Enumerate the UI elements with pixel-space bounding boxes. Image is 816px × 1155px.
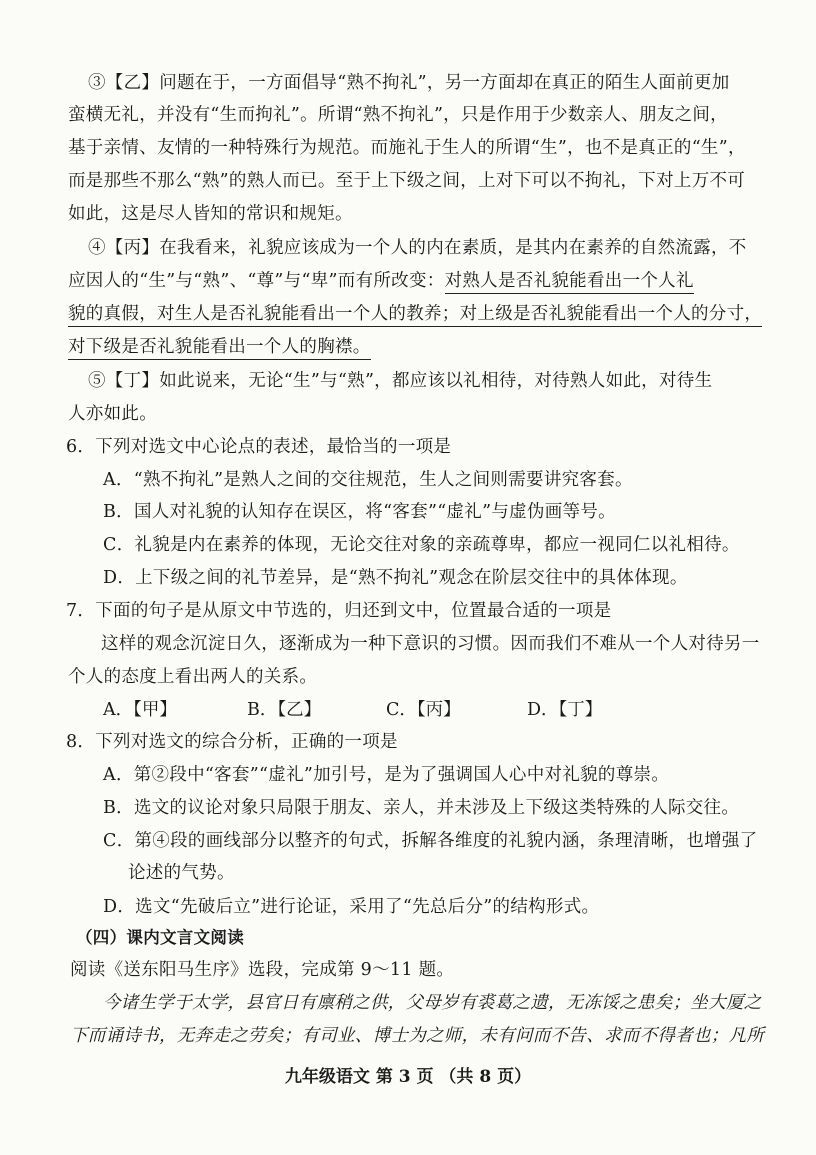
- para5-line-2: 人亦如此。: [68, 404, 157, 424]
- underlined-sentence-2: 貌的真假，对生人是否礼貌能看出一个人的教养；对上级是否礼貌能看出一个人的分寸，: [68, 304, 762, 327]
- q6-option-d[interactable]: D．上下级之间的礼节差异，是“熟不拘礼”观念在阶层交往中的具体体现。: [103, 568, 688, 588]
- q7-option-c[interactable]: C．【丙】: [386, 700, 461, 720]
- q7-quote-line-2: 个人的态度上看出两人的关系。: [68, 667, 318, 687]
- q6-option-a[interactable]: A．“熟不拘礼”是熟人之间的交往规范，生人之间则需要讲究客套。: [103, 470, 633, 490]
- q7-option-d[interactable]: D．【丁】: [527, 700, 603, 720]
- q7-quote-line-1: 这样的观念沉淀日久，逐渐成为一种下意识的习惯。因而我们不难从一个人对待另一: [101, 634, 760, 654]
- q6-option-c[interactable]: C．礼貌是内在素养的体现，无论交往对象的亲疏尊卑，都应一视同仁以礼相待。: [103, 535, 740, 555]
- section-instruction: 阅读《送东阳马生序》选段，完成第 9～11 题。: [70, 960, 455, 980]
- para5-line-1: ⑤【丁】如此说来，无论“生”与“熟”，都应该以礼相待，对待熟人如此，对待生: [88, 371, 713, 391]
- q6-stem: 6．下列对选文中心论点的表述，最恰当的一项是: [66, 437, 452, 457]
- para3-line-1: ③【乙】问题在于，一方面倡导“熟不拘礼”，另一方面却在真正的陌生人面前更加: [88, 73, 730, 93]
- classical-text-line-1: 今诸生学于太学，县官日有廪稍之供，父母岁有裘葛之遗，无冻馁之患矣；坐大厦之: [103, 993, 762, 1013]
- para4-line-2-plain: 应因人的“生”与“熟”、“尊”与“卑”而有所改变：: [68, 271, 445, 291]
- q7-stem: 7．下面的句子是从原文中节选的，归还到文中，位置最合适的一项是: [66, 601, 612, 621]
- q8-option-a[interactable]: A．第②段中“客套”“虚礼”加引号，是为了强调国人心中对礼貌的尊崇。: [103, 765, 670, 785]
- para4-line-1: ④【丙】在我看来，礼貌应该成为一个人的内在素质，是其内在素养的自然流露，不: [88, 238, 747, 258]
- q8-option-c[interactable]: C．第④段的画线部分以整齐的句式，拆解各维度的礼貌内涵，条理清晰，也增强了: [103, 831, 758, 851]
- para4-line-4: [68, 336, 371, 358]
- para3-line-5: 如此，这是尽人皆知的常识和规矩。: [68, 204, 353, 224]
- para4-line-3: [68, 303, 762, 325]
- underlined-sentence-3: 对下级是否礼貌能看出一个人的胸襟。: [68, 337, 371, 360]
- para3-line-4: 而是那些不那么“熟”的熟人而已。至于上下级之间，上对下可以不拘礼，下对上万不可: [68, 171, 746, 191]
- para3-line-3: 基于亲情、友情的一种特殊行为规范。而施礼于生人的所谓“生”，也不是真正的“生”，: [68, 138, 746, 158]
- q8-option-c-continued: 论述的气势。: [128, 863, 235, 883]
- page-footer: 九年级语文 第 3 页 （共 8 页）: [284, 1067, 532, 1087]
- q8-option-d[interactable]: D．选文“先破后立”进行论证，采用了“先总后分”的结构形式。: [103, 897, 600, 917]
- underlined-sentence-1: 对熟人是否礼貌能看出一个人礼: [445, 271, 694, 294]
- q8-option-b[interactable]: B．选文的议论对象只局限于朋友、亲人，并未涉及上下级这类特殊的人际交往。: [103, 798, 740, 818]
- q6-option-b[interactable]: B．国人对礼貌的认知存在误区，将“客套”“虚礼”与虚伪画等号。: [103, 502, 616, 522]
- para4-line-2: [68, 270, 694, 292]
- q7-option-a[interactable]: A．【甲】: [103, 700, 177, 720]
- q7-option-b[interactable]: B．【乙】: [247, 700, 322, 720]
- classical-text-line-2: 下而诵诗书，无奔走之劳矣；有司业、博士为之师，未有问而不告、求而不得者也；凡所: [70, 1026, 765, 1046]
- q8-stem: 8．下列对选文的综合分析，正确的一项是: [66, 732, 398, 752]
- para3-line-2: 蛮横无礼，并没有“生而拘礼”。所谓“熟不拘礼”，只是作用于少数亲人、朋友之间，: [68, 105, 728, 125]
- section-heading: （四）课内文言文阅读: [76, 928, 244, 947]
